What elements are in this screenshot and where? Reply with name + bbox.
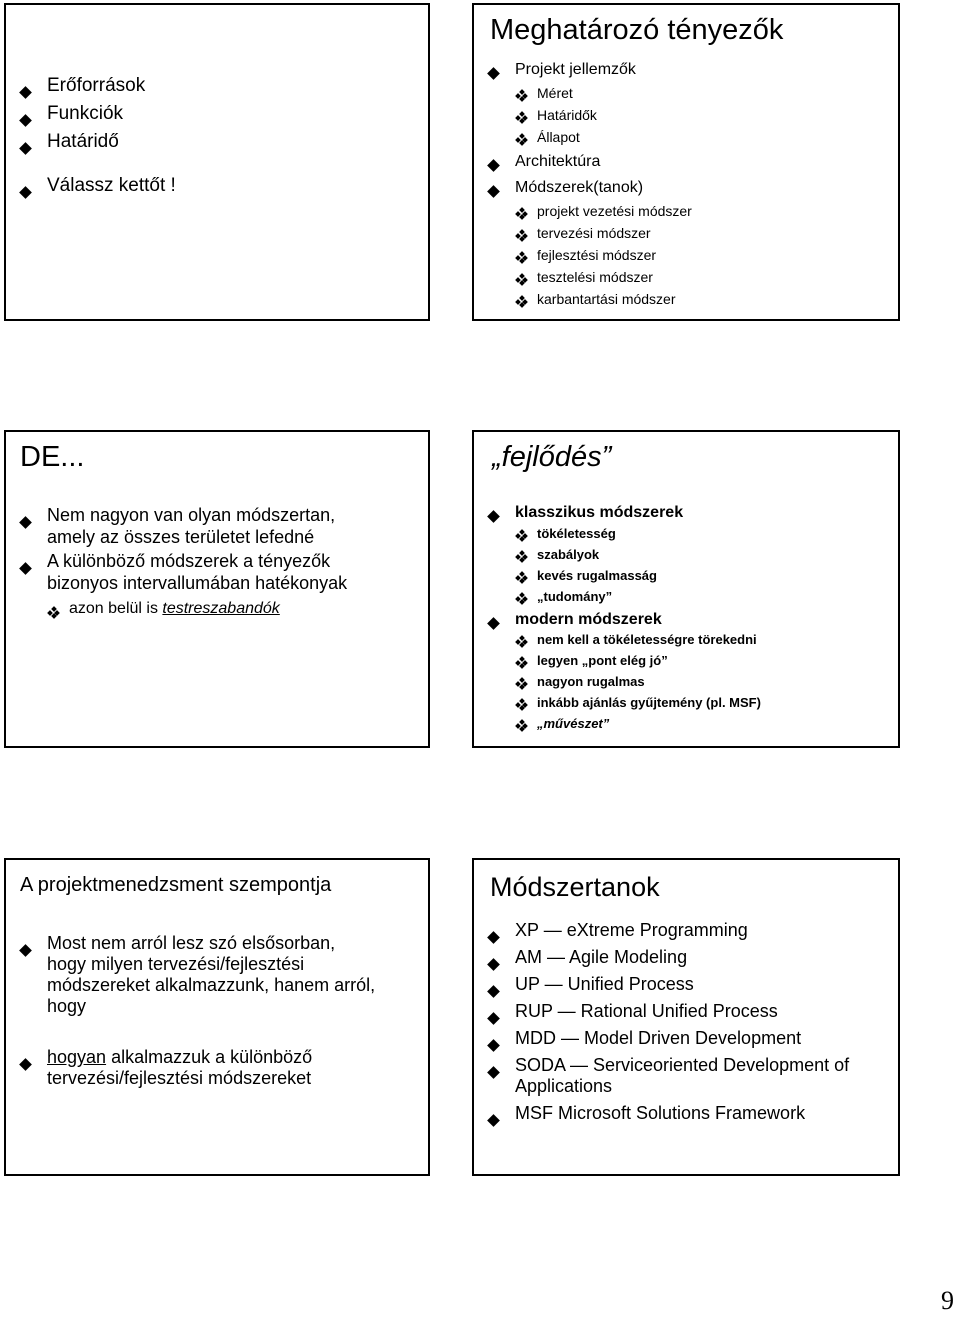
bullet-four-diamond-icon	[516, 720, 527, 731]
list-item: kevés rugalmasság	[474, 568, 761, 589]
list-item: inkább ajánlás gyűjtemény (pl. MSF)	[474, 695, 761, 716]
bullet-four-diamond-icon	[516, 230, 527, 241]
bullet-diamond-icon	[487, 985, 500, 998]
list-item: Állapot	[474, 129, 692, 153]
bullet-diamond-icon	[487, 159, 500, 172]
list-item: Határidő	[6, 131, 176, 175]
list-item: nem kell a tökéletességre törekedni	[474, 632, 761, 653]
list-item: „tudomány”	[474, 589, 761, 611]
list-item: nagyon rugalmas	[474, 674, 761, 695]
bullet-diamond-icon	[487, 617, 500, 630]
bullet-four-diamond-icon	[516, 134, 527, 145]
list-item: tervezési módszer	[474, 225, 692, 247]
bullet-diamond-icon	[19, 1058, 32, 1071]
slide-3-list	[6, 504, 347, 622]
bullet-four-diamond-icon	[516, 274, 527, 285]
list-item: Projekt jellemzők	[474, 61, 692, 85]
bullet-four-diamond-icon	[516, 593, 527, 604]
bullet-four-diamond-icon	[516, 657, 527, 668]
bullet-four-diamond-icon	[516, 252, 527, 263]
slide-title: „fejlődés”	[492, 441, 612, 473]
list-item: karbantartási módszer	[474, 291, 692, 313]
list-item: MSF Microsoft Solutions Framework	[474, 1103, 849, 1130]
bullet-four-diamond-icon	[516, 699, 527, 710]
list-item: Válassz kettőt !	[6, 175, 176, 203]
bullet-diamond-icon	[19, 516, 32, 529]
list-item: fejlesztési módszer	[474, 247, 692, 269]
bullet-diamond-icon	[19, 142, 32, 155]
list-item: hogyan alkalmazzuk a különböző tervezési/fejlesztési módszereket	[6, 1047, 375, 1089]
slide-6	[472, 858, 900, 1176]
slide-4-list	[474, 504, 761, 737]
list-item: Nem nagyon van olyan módszertan, amely az összes területet lefedné	[6, 504, 347, 550]
slide-title: DE...	[20, 441, 85, 473]
list-item: Most nem arról lesz szó elsősorban, hogy milyen tervezési/fejlesztési módszereket alkalmazzunk, hanem arról, hogy	[6, 933, 375, 1047]
list-item: SODA — Serviceoriented Development of Applications	[474, 1055, 849, 1103]
list-item: legyen „pont elég jó”	[474, 653, 761, 674]
list-item: Funkciók	[6, 103, 176, 131]
bullet-four-diamond-icon	[516, 112, 527, 123]
list-item: tökéletesség	[474, 526, 761, 547]
list-item: RUP — Rational Unified Process	[474, 1001, 849, 1028]
slide-5	[4, 858, 430, 1176]
slide-2	[472, 3, 900, 321]
bullet-diamond-icon	[487, 67, 500, 80]
bullet-four-diamond-icon	[48, 607, 59, 618]
slide-5-list	[6, 933, 375, 1089]
page-number: 9	[941, 1286, 954, 1315]
list-item: „művészet”	[474, 716, 761, 737]
emphasis-text: testreszabandók	[162, 600, 280, 617]
slide-2-list	[474, 61, 692, 313]
list-item: Módszerek(tanok)	[474, 179, 692, 203]
bullet-diamond-icon	[19, 86, 32, 99]
list-item: MDD — Model Driven Development	[474, 1028, 849, 1055]
bullet-diamond-icon	[487, 1039, 500, 1052]
list-item: tesztelési módszer	[474, 269, 692, 291]
list-item: projekt vezetési módszer	[474, 203, 692, 225]
slide-3	[4, 430, 430, 748]
bullet-four-diamond-icon	[516, 678, 527, 689]
bullet-four-diamond-icon	[516, 296, 527, 307]
list-item: XP — eXtreme Programming	[474, 920, 849, 947]
bullet-four-diamond-icon	[516, 90, 527, 101]
bullet-four-diamond-icon	[516, 530, 527, 541]
bullet-diamond-icon	[19, 944, 32, 957]
bullet-diamond-icon	[19, 114, 32, 127]
list-item: Erőforrások	[6, 75, 176, 103]
list-item: Méret	[474, 85, 692, 107]
slide-4	[472, 430, 900, 748]
bullet-diamond-icon	[19, 186, 32, 199]
list-item: AM — Agile Modeling	[474, 947, 849, 974]
bullet-diamond-icon	[487, 931, 500, 944]
list-item: Architektúra	[474, 153, 692, 179]
bullet-diamond-icon	[487, 1114, 500, 1127]
list-item: azon belül is testreszabandók	[6, 598, 347, 622]
emphasis-text: hogyan	[47, 1047, 107, 1067]
bullet-diamond-icon	[487, 185, 500, 198]
slide-title: A projektmenedzsment szempontja	[20, 874, 332, 896]
bullet-four-diamond-icon	[516, 636, 527, 647]
bullet-diamond-icon	[487, 510, 500, 523]
bullet-four-diamond-icon	[516, 572, 527, 583]
slide-title: Meghatározó tényezők	[490, 14, 784, 46]
slide-1	[4, 3, 430, 321]
slide-1-list	[6, 75, 176, 203]
bullet-diamond-icon	[487, 1012, 500, 1025]
bullet-diamond-icon	[487, 1066, 500, 1079]
list-item: klasszikus módszerek	[474, 504, 761, 526]
list-item: Határidők	[474, 107, 692, 129]
list-item: modern módszerek	[474, 611, 761, 632]
slide-6-list	[474, 920, 849, 1130]
slide-title: Módszertanok	[490, 872, 660, 902]
list-item: UP — Unified Process	[474, 974, 849, 1001]
bullet-diamond-icon	[19, 562, 32, 575]
bullet-diamond-icon	[487, 958, 500, 971]
bullet-four-diamond-icon	[516, 208, 527, 219]
list-item: szabályok	[474, 547, 761, 568]
bullet-four-diamond-icon	[516, 551, 527, 562]
list-item: A különböző módszerek a tényezők bizonyos intervallumában hatékonyak	[6, 550, 347, 598]
